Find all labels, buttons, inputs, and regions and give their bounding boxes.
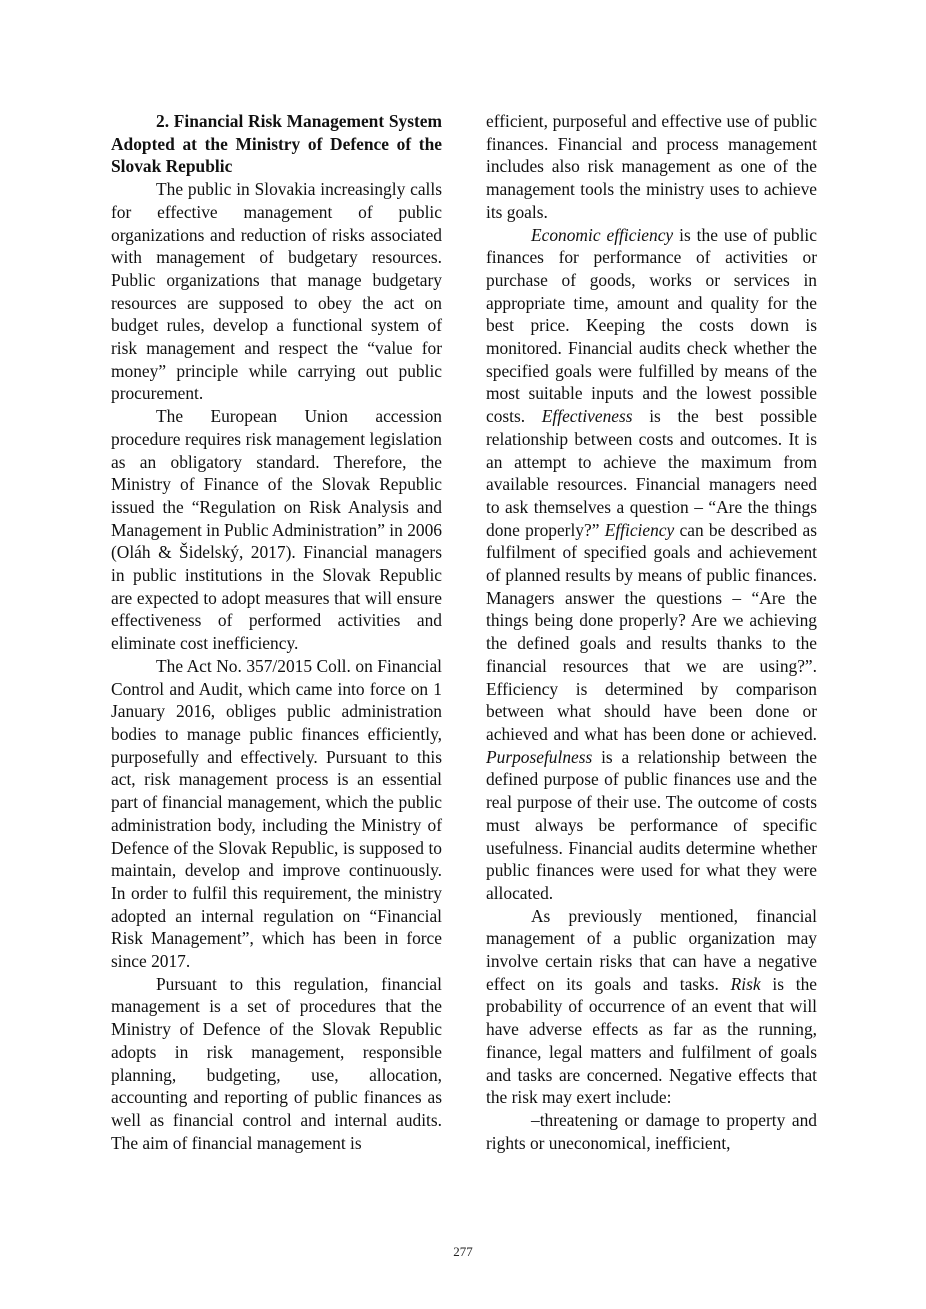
paragraph-text: is the best possible relationship between costs and outcomes. It is an attempt to achieve the maximum from available resources. Financial managers need to ask themselves a question – “Are the things done properly?” [486, 406, 817, 540]
paragraph: Pursuant to this regulation, financial management is a set of procedures that the Ministry of Defence of the Slovak Republic adopts in risk management, responsible planning, budgeting, use, allocation, accounting and reporting of public finances as well as financial control and internal audits. The aim of financial management is [111, 973, 442, 1153]
section-number: 2. [156, 111, 170, 131]
term-effectiveness: Effectiveness [541, 406, 633, 427]
page-number: 277 [453, 1244, 473, 1259]
paragraph: The public in Slovakia increasingly calls for effective management of public organizations and reduction of risks associated with management of budgetary resources. Public organizations that manage budgetary resources are supposed to obey the act on budget rules, develop a functional system of risk management and respect the “value for money” principle while carrying out public procurement. [111, 179, 442, 404]
term-efficiency: Efficiency [604, 519, 675, 540]
paragraph: efficient, purposeful and effective use of public finances. Financial and process management includes also risk management as one of the management tools the ministry uses to achieve its goals. [486, 111, 817, 222]
term-purposefulness: Purposefulness [486, 746, 593, 767]
left-column [111, 110, 442, 1154]
paragraph-text: is a relationship between the defined purpose of public finances use and the real purpose of their use. The outcome of costs must always be performance of specific usefulness. Financial audits determine whether public finances were used for what they were allocated. [486, 746, 817, 903]
term-economic-efficiency: Economic efficiency [531, 224, 674, 245]
paragraph-text: can be described as fulfilment of specified goals and achievement of planned results by means of public finances. Managers answer the questions – “Are the things being done properly? Are we achieving the defined goals and results thanks to the financial resources that we are using?”. Efficiency is determined by comparison between what should have been done or achieved and what has been done or achieved. [486, 519, 817, 744]
section-heading [111, 110, 442, 178]
paragraph: The European Union accession procedure requires risk management legislation as an obligatory standard. Therefore, the Ministry of Finance of the Slovak Republic issued the “Regulation on Risk Analysis and Management in Public Administration” in 2006 (Oláh & Šidelský, 2017). Financial managers in public institutions in the Slovak Republic are expected to adopt measures that will ensure effectiveness of performed activities and eliminate cost inefficiency. [111, 406, 442, 654]
paragraph-text: As previously mentioned, financial management of a public organization may involve certain risks that can have a negative effect on its goals and tasks. [486, 905, 817, 994]
paragraph-risk [486, 905, 817, 1109]
list-item: –threatening or damage to property and rights or uneconomical, inefficient, [486, 1109, 817, 1153]
paragraph-definitions [486, 224, 817, 905]
paragraph-text: is the use of public finances for performance of activities or purchase of goods, works or services in appropriate time, amount and quality for the best price. Keeping the costs down is monitored. Financial audits check whether the specified goals were fulfilled by means of the most suitable inputs and the lowest possible costs. [486, 224, 817, 427]
right-column [486, 110, 817, 1154]
term-risk: Risk [730, 973, 761, 994]
section-title: Financial Risk Management System Adopted at the Ministry of Defence of the Slovak Republic [111, 111, 442, 177]
paragraph-text: is the probability of occurrence of an event that will have adverse effects as far as the running, finance, legal matters and fulfilment of goals and tasks are concerned. Negative effects that the risk may exert include: [486, 973, 817, 1108]
paragraph: The Act No. 357/2015 Coll. on Financial Control and Audit, which came into force on 1 January 2016, obliges public administration bodies to manage public finances efficiently, purposefully and effectively. Pursuant to this act, risk management process is an essential part of financial management, which the public administration body, including the Ministry of Defence of the Slovak Republic, is supposed to maintain, develop and improve continuously. In order to fulfil this requirement, the ministry adopted an internal regulation on “Financial Risk Management”, which has been in force since 2017. [111, 655, 442, 972]
